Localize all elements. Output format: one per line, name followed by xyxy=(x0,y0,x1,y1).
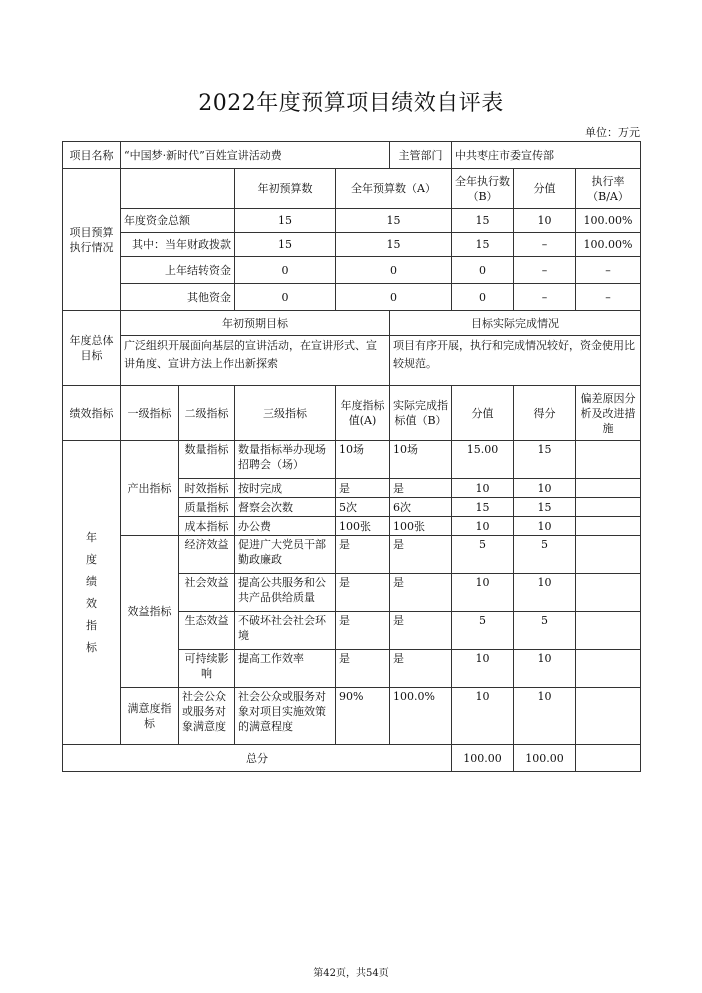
perf-note xyxy=(576,498,641,517)
project-name-value: “中国梦·新时代”百姓宣讲活动费 xyxy=(121,142,390,169)
total-row xyxy=(63,745,641,772)
perf-level3: 督察会次数 xyxy=(235,498,336,517)
goals-section-label: 年度总体目标 xyxy=(63,311,121,386)
perf-level3: 社会公众或服务对象对项目实施效策的满意程度 xyxy=(235,688,336,745)
budget-row xyxy=(63,257,641,284)
perf-score-value: 10 xyxy=(452,650,514,688)
perf-level2: 成本指标 xyxy=(179,517,235,536)
budget-row-label: 年度资金总额 xyxy=(121,209,235,233)
perf-actual: 100张 xyxy=(390,517,452,536)
unit-label: 单位：万元 xyxy=(585,126,640,139)
perf-score: 10 xyxy=(514,574,576,612)
side-char: 效 xyxy=(86,596,97,610)
perf-header-score: 得分 xyxy=(514,386,576,441)
goals-planned-text: 广泛组织开展面向基层的宣讲活动，在宣讲形式、宣讲角度、宣讲方法上作出新探索 xyxy=(121,336,390,386)
side-char: 年 xyxy=(86,530,97,544)
goals-planned-header: 年初预期目标 xyxy=(121,311,390,336)
side-char: 指 xyxy=(86,618,97,632)
perf-actual: 是 xyxy=(390,479,452,498)
perf-row xyxy=(63,441,641,479)
budget-section-label: 项目预算执行情况 xyxy=(63,169,121,311)
dept-value: 中共枣庄市委宣传部 xyxy=(452,142,641,169)
perf-actual: 6次 xyxy=(390,498,452,517)
perf-actual: 是 xyxy=(390,574,452,612)
perf-level3: 促进广大党员干部勤政廉政 xyxy=(235,536,336,574)
perf-level3: 办公费 xyxy=(235,517,336,536)
perf-level3: 提高工作效率 xyxy=(235,650,336,688)
perf-level2: 社会公众或服务对象满意度 xyxy=(179,688,235,745)
perf-target: 90% xyxy=(336,688,390,745)
perf-note xyxy=(576,650,641,688)
budget-cell: 15 xyxy=(336,209,452,233)
perf-score: 10 xyxy=(514,479,576,498)
goals-actual-header: 目标实际完成情况 xyxy=(390,311,641,336)
perf-header-deviation: 偏差原因分析及改进措施 xyxy=(576,386,641,441)
perf-level2: 数量指标 xyxy=(179,441,235,479)
project-name-label: 项目名称 xyxy=(63,142,121,169)
budget-cell: – xyxy=(576,257,641,284)
perf-level2: 生态效益 xyxy=(179,612,235,650)
project-row xyxy=(63,142,641,169)
perf-score: 10 xyxy=(514,650,576,688)
goals-actual-text: 项目有序开展，执行和完成情况较好，资金使用比较规范。 xyxy=(390,336,641,386)
budget-header-annual: 全年预算数（A） xyxy=(336,169,452,209)
perf-score: 10 xyxy=(514,688,576,745)
perf-side-label xyxy=(63,441,121,745)
perf-note xyxy=(576,441,641,479)
budget-cell: – xyxy=(514,257,576,284)
perf-score: 5 xyxy=(514,612,576,650)
evaluation-table xyxy=(62,141,641,772)
budget-row xyxy=(63,233,641,257)
perf-header-target: 年度指标值(A) xyxy=(336,386,390,441)
perf-level2: 时效指标 xyxy=(179,479,235,498)
perf-note xyxy=(576,536,641,574)
perf-actual: 是 xyxy=(390,650,452,688)
perf-level3: 数量指标举办现场招聘会（场） xyxy=(235,441,336,479)
perf-target: 是 xyxy=(336,536,390,574)
budget-cell: 0 xyxy=(235,284,336,311)
goals-content-row xyxy=(63,336,641,386)
perf-score-value: 15.00 xyxy=(452,441,514,479)
perf-header-level1: 一级指标 xyxy=(121,386,179,441)
perf-target: 5次 xyxy=(336,498,390,517)
budget-cell: 0 xyxy=(336,284,452,311)
page-footer: 第42页，共54页 xyxy=(313,968,389,979)
perf-score-value: 5 xyxy=(452,536,514,574)
total-value: 100.00 xyxy=(452,745,514,772)
perf-note xyxy=(576,479,641,498)
budget-cell: 0 xyxy=(452,257,514,284)
budget-cell: – xyxy=(576,284,641,311)
budget-header-initial: 年初预算数 xyxy=(235,169,336,209)
perf-target: 是 xyxy=(336,650,390,688)
perf-actual: 100.0% xyxy=(390,688,452,745)
perf-level3: 按时完成 xyxy=(235,479,336,498)
perf-actual: 是 xyxy=(390,612,452,650)
perf-level2: 可持续影响 xyxy=(179,650,235,688)
perf-target: 100张 xyxy=(336,517,390,536)
side-char: 度 xyxy=(86,552,97,566)
perf-header-level2: 二级指标 xyxy=(179,386,235,441)
budget-header-row xyxy=(63,169,641,209)
perf-header-level3: 三级指标 xyxy=(235,386,336,441)
budget-cell: 15 xyxy=(235,209,336,233)
budget-cell: 100.00% xyxy=(576,209,641,233)
budget-header-score-value: 分值 xyxy=(514,169,576,209)
page-title: 2022年度预算项目绩效自评表 xyxy=(198,91,504,116)
perf-actual: 10场 xyxy=(390,441,452,479)
perf-note xyxy=(576,517,641,536)
total-label: 总分 xyxy=(63,745,452,772)
budget-row-label: 其他资金 xyxy=(121,284,235,311)
budget-cell: – xyxy=(514,233,576,257)
perf-score-value: 5 xyxy=(452,612,514,650)
perf-target: 是 xyxy=(336,574,390,612)
budget-cell: 15 xyxy=(336,233,452,257)
perf-score: 10 xyxy=(514,517,576,536)
perf-level3: 提高公共服务和公共产品供给质量 xyxy=(235,574,336,612)
budget-row xyxy=(63,284,641,311)
perf-level2: 经济效益 xyxy=(179,536,235,574)
perf-note xyxy=(576,612,641,650)
perf-score-value: 10 xyxy=(452,688,514,745)
perf-level2: 社会效益 xyxy=(179,574,235,612)
budget-header-rate: 执行率（B/A） xyxy=(576,169,641,209)
budget-cell: 15 xyxy=(452,209,514,233)
side-char: 标 xyxy=(86,640,97,654)
total-score: 100.00 xyxy=(514,745,576,772)
total-note xyxy=(576,745,641,772)
perf-target: 10场 xyxy=(336,441,390,479)
budget-cell: 100.00% xyxy=(576,233,641,257)
budget-cell: – xyxy=(514,284,576,311)
perf-level1: 产出指标 xyxy=(121,441,179,536)
perf-score-value: 10 xyxy=(452,517,514,536)
budget-cell: 0 xyxy=(336,257,452,284)
perf-level2: 质量指标 xyxy=(179,498,235,517)
perf-level1: 效益指标 xyxy=(121,536,179,688)
dept-label: 主管部门 xyxy=(390,142,452,169)
budget-row-label: 其中：当年财政拨款 xyxy=(121,233,235,257)
perf-row xyxy=(63,536,641,574)
perf-score: 5 xyxy=(514,536,576,574)
budget-cell: 0 xyxy=(235,257,336,284)
budget-cell: 0 xyxy=(452,284,514,311)
side-char: 绩 xyxy=(86,574,97,588)
budget-header-executed: 全年执行数（B） xyxy=(452,169,514,209)
perf-score-value: 10 xyxy=(452,574,514,612)
perf-actual: 是 xyxy=(390,536,452,574)
goals-header-row xyxy=(63,311,641,336)
perf-header-actual: 实际完成指标值（B） xyxy=(390,386,452,441)
budget-cell: 15 xyxy=(235,233,336,257)
perf-target: 是 xyxy=(336,612,390,650)
perf-target: 是 xyxy=(336,479,390,498)
budget-cell: 10 xyxy=(514,209,576,233)
budget-row xyxy=(63,209,641,233)
perf-level3: 不破坏社会社会环境 xyxy=(235,612,336,650)
perf-level1: 满意度指标 xyxy=(121,688,179,745)
perf-section-label: 绩效指标 xyxy=(63,386,121,441)
budget-header-blank xyxy=(121,169,235,209)
budget-row-label: 上年结转资金 xyxy=(121,257,235,284)
perf-note xyxy=(576,574,641,612)
perf-header-row xyxy=(63,386,641,441)
budget-cell: 15 xyxy=(452,233,514,257)
perf-score: 15 xyxy=(514,441,576,479)
perf-note xyxy=(576,688,641,745)
perf-score-value: 15 xyxy=(452,498,514,517)
perf-score-value: 10 xyxy=(452,479,514,498)
perf-score: 15 xyxy=(514,498,576,517)
perf-header-score-value: 分值 xyxy=(452,386,514,441)
perf-row xyxy=(63,688,641,744)
